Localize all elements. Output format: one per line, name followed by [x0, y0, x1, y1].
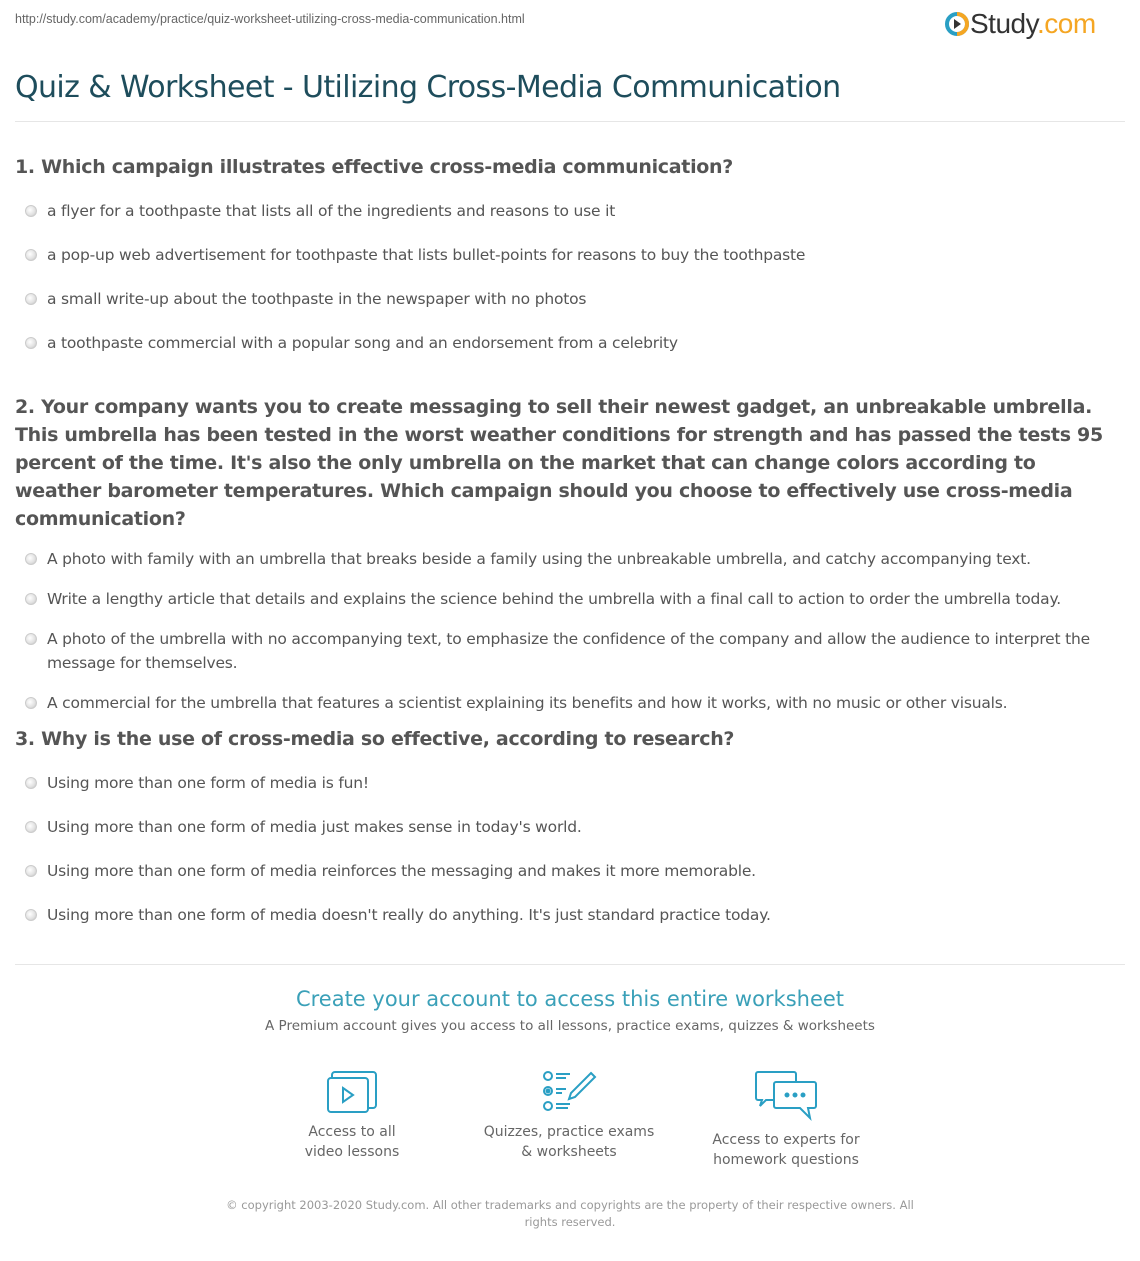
feature-label: homework questions: [713, 1152, 859, 1168]
logo-text: Study.com: [970, 8, 1096, 39]
divider: [15, 964, 1125, 965]
cta-subtitle: A Premium account gives you access to all lessons, practice exams, quizzes & worksheets: [265, 1018, 875, 1034]
answer-option[interactable]: [15, 903, 1115, 927]
feature-label: video lessons: [304, 1144, 400, 1160]
quiz-icon: [541, 1070, 597, 1114]
answer-option[interactable]: [15, 587, 1115, 611]
option-label: a pop-up web advertisement for toothpaste that lists bullet-points for reasons to buy the toothpaste: [47, 246, 806, 264]
answer-option[interactable]: [15, 627, 1115, 675]
feature-label: Quizzes, practice exams: [483, 1124, 655, 1140]
page-url: http://study.com/academy/practice/quiz-worksheet-utilizing-cross-media-communication.html: [15, 12, 525, 26]
radio-button[interactable]: [25, 249, 37, 261]
feature-label: & worksheets: [521, 1144, 617, 1160]
option-label: A photo with family with an umbrella that breaks beside a family using the unbreakable umbrella, and catchy accompanying text.: [47, 550, 1031, 568]
radio-button[interactable]: [25, 697, 37, 709]
radio-button[interactable]: [25, 909, 37, 921]
answer-option[interactable]: [15, 287, 1115, 311]
page-title: Quiz & Worksheet - Utilizing Cross-Media Communication: [15, 70, 841, 105]
option-label: Write a lengthy article that details and explains the science behind the umbrella with a final call to action to order the umbrella today.: [47, 590, 1061, 608]
question-3: [15, 725, 1115, 947]
feature-video-lessons: [252, 1070, 452, 1162]
radio-button[interactable]: [25, 205, 37, 217]
question-1: [15, 153, 1115, 375]
radio-button[interactable]: [25, 337, 37, 349]
option-label: a flyer for a toothpaste that lists all of the ingredients and reasons to use it: [47, 202, 616, 220]
option-label: Using more than one form of media is fun!: [47, 774, 369, 792]
answer-option[interactable]: [15, 771, 1115, 795]
radio-button[interactable]: [25, 293, 37, 305]
answer-option[interactable]: [15, 547, 1115, 571]
question-text: 2. Your company wants you to create messaging to sell their newest gadget, an unbreakable umbrella. This umbrella has been tested in the worst weather conditions for strength and has passed the tests 95 percent of the time. It's also the only umbrella on the market that can change colors according to weather barometer temperatures. Which campaign should you choose to effectively use cross-media communication?: [15, 396, 1103, 530]
question-text: 1. Which campaign illustrates effective cross-media communication?: [15, 156, 733, 178]
option-label: A photo of the umbrella with no accompanying text, to emphasize the confidence of the company and allow the audience to interpret the message for themselves.: [47, 630, 1090, 672]
feature-label: Access to all: [308, 1124, 396, 1140]
radio-button[interactable]: [25, 777, 37, 789]
question-text: 3. Why is the use of cross-media so effective, according to research?: [15, 728, 735, 750]
option-label: Using more than one form of media just makes sense in today's world.: [47, 818, 582, 836]
play-logo-icon: [944, 11, 970, 37]
option-label: Using more than one form of media reinforces the messaging and makes it more memorable.: [47, 862, 756, 880]
feature-experts: [686, 1070, 886, 1170]
question-2: [15, 393, 1115, 731]
radio-button[interactable]: [25, 553, 37, 565]
copyright: © copyright 2003-2020 Study.com. All other trademarks and copyrights are the property of their respective owners. All rights reserved.: [226, 1198, 914, 1229]
feature-quizzes: [469, 1070, 669, 1162]
answer-option[interactable]: [15, 815, 1115, 839]
radio-button[interactable]: [25, 865, 37, 877]
answer-option[interactable]: [15, 243, 1115, 267]
feature-label: Access to experts for: [712, 1132, 860, 1148]
option-label: a small write-up about the toothpaste in the newspaper with no photos: [47, 290, 587, 308]
video-icon: [326, 1070, 378, 1114]
radio-button[interactable]: [25, 593, 37, 605]
option-label: a toothpaste commercial with a popular song and an endorsement from a celebrity: [47, 334, 678, 352]
divider: [15, 121, 1125, 122]
create-account-link[interactable]: Create your account to access this entire worksheet: [295, 987, 845, 1011]
answer-option[interactable]: [15, 331, 1115, 355]
study-logo[interactable]: [944, 8, 1096, 40]
answer-option[interactable]: [15, 691, 1115, 715]
chat-icon: [754, 1070, 818, 1122]
answer-option[interactable]: [15, 199, 1115, 223]
option-label: A commercial for the umbrella that features a scientist explaining its benefits and how it works, with no music or other visuals.: [47, 694, 1008, 712]
radio-button[interactable]: [25, 633, 37, 645]
radio-button[interactable]: [25, 821, 37, 833]
option-label: Using more than one form of media doesn't really do anything. It's just standard practice today.: [47, 906, 771, 924]
answer-option[interactable]: [15, 859, 1115, 883]
